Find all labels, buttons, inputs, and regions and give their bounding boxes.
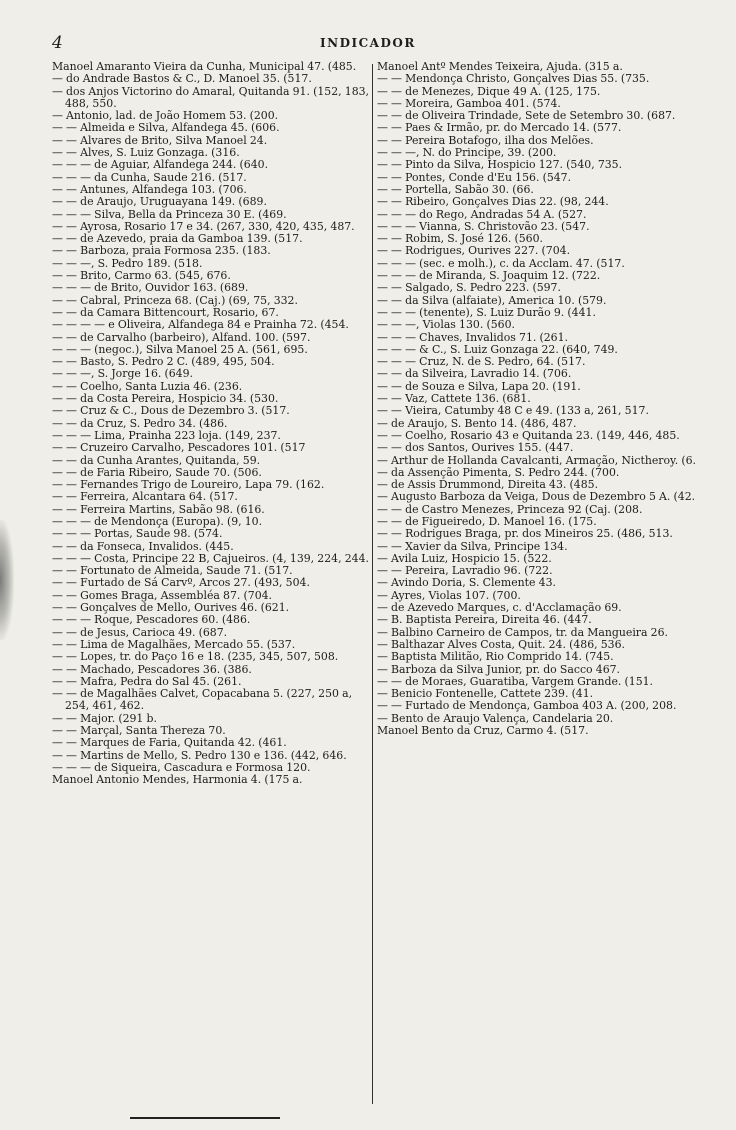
directory-entry: — de Araujo, S. Bento 14. (486, 487. [377, 416, 577, 430]
directory-entry: — — de Faria Ribeiro, Saude 70. (506. [52, 465, 262, 479]
directory-entry: — Augusto Barboza da Veiga, Dous de Dezembro 5 A. (42. [377, 490, 696, 504]
directory-entry: — — —, Violas 130. (560. [377, 318, 515, 332]
directory-entry: — — — (tenente), S. Luiz Durão 9. (441. [377, 305, 596, 319]
directory-entry: — — Ferreira Martins, Sabão 98. (616. [52, 502, 265, 516]
directory-entry: — — de Oliveira Trindade, Sete de Setembro 30. (687. [377, 109, 676, 123]
directory-entry: — Ayres, Violas 107. (700. [377, 588, 521, 602]
directory-entry: — — Moreira, Gamboa 401. (574. [377, 96, 561, 110]
directory-entry: — — Lopes, tr. do Paço 16 e 18. (235, 345, 507, 508. [52, 650, 339, 664]
directory-entry: — — Mendonça Christo, Gonçalves Dias 55. (735. [377, 72, 650, 86]
column-divider [372, 64, 373, 1104]
directory-entry: — Baptista Militão, Rio Comprido 14. (745. [377, 650, 614, 664]
directory-entry: — — Cruzeiro Carvalho, Pescadores 101. (517 [52, 441, 306, 455]
directory-entry: — — da Fonseca, Invalidos. (445. [52, 539, 234, 553]
directory-entry: — — — Chaves, Invalidos 71. (261. [377, 330, 568, 344]
directory-entry: — — — de Siqueira, Cascadura e Formosa 120. [52, 760, 311, 774]
directory-entry: — do Andrade Bastos & C., D. Manoel 35. (517. [52, 72, 312, 86]
directory-entry: — — — do Rego, Andradas 54 A. (527. [377, 207, 587, 221]
directory-entry: — — — de Miranda, S. Joaquim 12. (722. [377, 269, 601, 283]
directory-entry: Manoel Amaranto Vieira da Cunha, Municipal 47. (485. [52, 61, 357, 73]
directory-entry: — — Rodrigues Braga, pr. dos Mineiros 25. (486, 513. [377, 527, 673, 541]
directory-entry: — — Paes & Irmão, pr. do Mercado 14. (577. [377, 121, 622, 135]
directory-entry: — — — Portas, Saude 98. (574. [52, 527, 223, 541]
directory-entry: — — Fortunato de Almeida, Saude 71. (517. [52, 564, 293, 578]
directory-entry: — — Pereira Botafogo, ilha dos Melões. [377, 133, 594, 147]
directory-entry: — — — Roque, Pescadores 60. (486. [52, 613, 251, 627]
directory-entry: — da Assenção Pimenta, S. Pedro 244. (700. [377, 465, 620, 479]
directory-entry: — Antonio, lad. de João Homem 53. (200. [52, 109, 279, 123]
directory-entry: — — da Costa Pereira, Hospicio 34. (530. [52, 392, 279, 406]
directory-entry: — — da Cruz, S. Pedro 34. (486. [52, 416, 228, 430]
directory-entry: — — Ferreira, Alcantara 64. (517. [52, 490, 238, 504]
directory-entry: — — Cruz & C., Dous de Dezembro 3. (517. [52, 404, 290, 418]
directory-entry: — — da Silveira, Lavradio 14. (706. [377, 367, 572, 381]
directory-entry: — — de Azevedo, praia da Gamboa 139. (517. [52, 232, 303, 246]
directory-entry: Manoel Antº Mendes Teixeira, Ajuda. (315 a. [377, 61, 623, 73]
directory-entry: — — Vaz, Cattete 136. (681. [377, 392, 531, 406]
directory-entry: — — Major. (291 b. [52, 711, 157, 725]
directory-entry: — — Brito, Carmo 63. (545, 676. [52, 269, 231, 283]
directory-entry: — — Basto, S. Pedro 2 C. (489, 495, 504. [52, 355, 275, 369]
directory-entry: — — Lima de Magalhães, Mercado 55. (537. [52, 637, 296, 651]
directory-entry: — Avila Luiz, Hospicio 15. (522. [377, 551, 552, 565]
directory-entry: — — — (negoc.), Silva Manoel 25 A. (561, 695. [52, 342, 308, 356]
directory-entry: — — Coelho, Rosario 43 e Quitanda 23. (149, 446, 485. [377, 428, 680, 442]
directory-entry: Manoel Antonio Mendes, Harmonia 4. (175 a. [52, 773, 303, 787]
directory-entry: — — — da Cunha, Saude 216. (517. [52, 170, 247, 184]
left-column [52, 61, 370, 1086]
directory-entry: — — Pinto da Silva, Hospicio 127. (540, 735. [377, 158, 623, 172]
directory-entry: — — dos Santos, Ourives 155. (447. [377, 441, 574, 455]
directory-entry: — — de Figueiredo, D. Manoel 16. (175. [377, 514, 597, 528]
directory-entry: — — — Cruz, N. de S. Pedro, 64. (517. [377, 355, 586, 369]
directory-entry: — — de Jesus, Carioca 49. (687. [52, 625, 228, 639]
directory-entry: — Balthazar Alves Costa, Quit. 24. (486, 536. [377, 637, 625, 651]
directory-entry: — — Almeida e Silva, Alfandega 45. (606. [52, 121, 280, 135]
directory-entry: — — Furtado de Mendonça, Gamboa 403 A. (200, 208. [377, 699, 677, 713]
directory-entry: — — —, S. Pedro 189. (518. [52, 256, 203, 270]
directory-entry: — — Pontes, Conde d'Eu 156. (547. [377, 170, 572, 184]
page-title: INDICADOR [320, 36, 416, 50]
directory-entry: — — — de Brito, Ouvidor 163. (689. [52, 281, 249, 295]
directory-entry: — — — de Mendonça (Europa). (9, 10. [52, 514, 263, 528]
directory-entry: — — da Silva (alfaiate), America 10. (579. [377, 293, 607, 307]
directory-entry: — — — — e Oliveira, Alfandega 84 e Prainha 72. (454. [52, 318, 349, 332]
directory-entry: — — de Araujo, Uruguayana 149. (689. [52, 195, 267, 209]
directory-entry: — — — & C., S. Luiz Gonzaga 22. (640, 749. [377, 342, 618, 356]
directory-entry: — — de Moraes, Guaratiba, Vargem Grande. (151. [377, 674, 654, 688]
directory-entry: — — Alves, S. Luiz Gonzaga. (316. [52, 146, 240, 160]
binding-shadow [0, 520, 14, 640]
directory-entry: — Balbino Carneiro de Campos, tr. da Mangueira 26. [377, 625, 668, 639]
directory-entry: — — Pereira, Lavradio 96. (722. [377, 564, 553, 578]
directory-entry: — — Cabral, Princeza 68. (Caj.) (69, 75, 332. [52, 293, 298, 307]
directory-entry: — — Gomes Braga, Assembléa 87. (704. [52, 588, 273, 602]
directory-entry: — — Marçal, Santa Thereza 70. [52, 724, 226, 738]
directory-entry: — — Fernandes Trigo de Loureiro, Lapa 79. (162. [52, 478, 325, 492]
directory-entry: — — — Vianna, S. Christovão 23. (547. [377, 219, 590, 233]
directory-entry: — — — de Aguiar, Alfandega 244. (640. [52, 158, 269, 172]
directory-entry: — — de Menezes, Dique 49 A. (125, 175. [377, 84, 601, 98]
directory-entry: — — — Silva, Bella da Princeza 30 E. (469. [52, 207, 287, 221]
directory-entry: — — da Cunha Arantes, Quitanda, 59. [52, 453, 261, 467]
directory-entry: — — Xavier da Silva, Principe 134. [377, 539, 568, 553]
directory-entry: — — Portella, Sabão 30. (66. [377, 182, 534, 196]
directory-entry: — — Alvares de Brito, Silva Manoel 24. [52, 133, 268, 147]
directory-entry: — — de Carvalho (barbeiro), Alfand. 100. (597. [52, 330, 311, 344]
directory-entry: — de Azevedo Marques, c. d'Acclamação 69. [377, 601, 622, 615]
directory-entry: — Avindo Doria, S. Clemente 43. [377, 576, 556, 590]
directory-entry: — — Martins de Mello, S. Pedro 130 e 136. (442, 646. [52, 748, 347, 762]
directory-entry: — — Mafra, Pedra do Sal 45. (261. [52, 674, 242, 688]
directory-entry: — — Gonçalves de Mello, Ourives 46. (621. [52, 601, 290, 615]
directory-entry: — — Robim, S. José 126. (560. [377, 232, 543, 246]
directory-entry: Manoel Bento da Cruz, Carmo 4. (517. [377, 724, 589, 738]
directory-entry: — — — Costa, Principe 22 B, Cajueiros. (4, 139, 224, 244. [52, 551, 369, 565]
directory-entry: — — Ayrosa, Rosario 17 e 34. (267, 330, 420, 435, 487. [52, 219, 355, 233]
directory-entry: — Benicio Fontenelle, Cattete 239. (41. [377, 687, 594, 701]
directory-entry: — — de Magalhães Calvet, Copacabana 5. (227, 250 a, 254, 461, 462. [52, 687, 353, 713]
directory-entry: — — Salgado, S. Pedro 223. (597. [377, 281, 561, 295]
directory-entry: — — Machado, Pescadores 36. (386. [52, 662, 252, 676]
directory-entry: — de Assis Drummond, Direita 43. (485. [377, 478, 599, 492]
directory-entry: — dos Anjos Victorino do Amaral, Quitanda 91. (152, 183, 488, 550. [52, 84, 370, 110]
directory-entry: — — Antunes, Alfandega 103. (706. [52, 182, 247, 196]
directory-entry: — — Furtado de Sá Carvº, Arcos 27. (493, 504. [52, 576, 310, 590]
directory-entry: — Barboza da Silva Junior, pr. do Sacco 467. [377, 662, 621, 676]
right-column [377, 61, 709, 1086]
directory-entry: — — de Castro Menezes, Princeza 92 (Caj. (208. [377, 502, 643, 516]
directory-entry: — Arthur de Hollanda Cavalcanti, Armação, Nictheroy. (6. [377, 453, 697, 467]
directory-entry: — — Coelho, Santa Luzia 46. (236. [52, 379, 243, 393]
page-number: 4 [52, 33, 63, 53]
footer-rule [130, 1117, 280, 1119]
directory-entry: — — Barboza, praia Formosa 235. (183. [52, 244, 271, 258]
directory-entry: — — —, S. Jorge 16. (649. [52, 367, 194, 381]
directory-entry: — B. Baptista Pereira, Direita 46. (447. [377, 613, 592, 627]
directory-entry: — — de Souza e Silva, Lapa 20. (191. [377, 379, 581, 393]
directory-entry: — — — Lima, Prainha 223 loja. (149, 237. [52, 428, 281, 442]
directory-entry: — — da Camara Bittencourt, Rosario, 67. [52, 305, 279, 319]
directory-entry: — — Vieira, Catumby 48 C e 49. (133 a, 261, 517. [377, 404, 649, 418]
directory-entry: — — Rodrigues, Ourives 227. (704. [377, 244, 571, 258]
directory-entry: — — — (sec. e molh.), c. da Acclam. 47. (517. [377, 256, 625, 270]
directory-entry: — — —, N. do Principe, 39. (200. [377, 146, 557, 160]
directory-entry: — — Ribeiro, Gonçalves Dias 22. (98, 244. [377, 195, 609, 209]
directory-entry: — — Marques de Faria, Quitanda 42. (461. [52, 736, 287, 750]
directory-entry: — Bento de Araujo Valença, Candelaria 20. [377, 711, 614, 725]
